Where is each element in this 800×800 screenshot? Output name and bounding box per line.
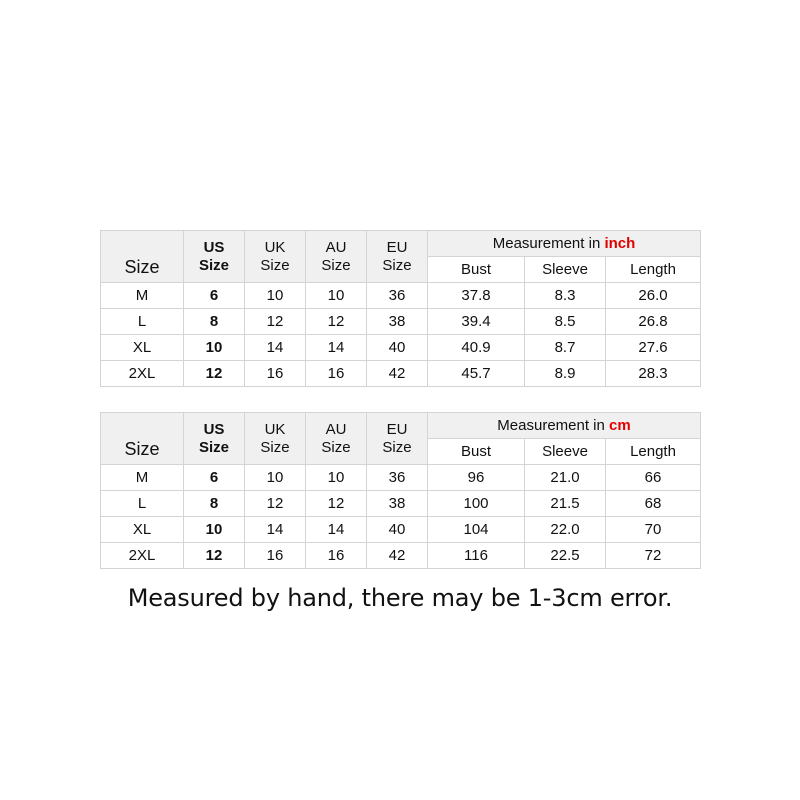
uk-cell: 14 [245,335,306,361]
size-cell: L [101,309,184,335]
length-header: Length [606,439,701,465]
us-cell: 10 [184,517,245,543]
unit-label: inch [604,234,636,252]
length-cell: 26.8 [606,309,701,335]
length-cell: 26.0 [606,283,701,309]
size-cell: XL [101,335,184,361]
bust-cell: 37.8 [428,283,525,309]
sleeve-cell: 22.5 [525,543,606,569]
us-size-header: US Size [184,413,245,465]
sleeve-header: Sleeve [525,257,606,283]
table-row [101,465,701,491]
bust-cell: 45.7 [428,361,525,387]
sleeve-cell: 22.0 [525,517,606,543]
eu-cell: 38 [367,309,428,335]
table-row [101,309,701,335]
us-size-header: US Size [184,231,245,283]
uk-size-header: UK Size [245,231,306,283]
sleeve-cell: 8.3 [525,283,606,309]
measurement-header: Measurement in cm [428,413,701,439]
measurement-header: Measurement in inch [428,231,701,257]
au-cell: 10 [306,283,367,309]
length-cell: 72 [606,543,701,569]
eu-cell: 38 [367,491,428,517]
length-header: Length [606,257,701,283]
sleeve-cell: 21.0 [525,465,606,491]
uk-cell: 10 [245,465,306,491]
eu-cell: 36 [367,283,428,309]
bust-cell: 40.9 [428,335,525,361]
sleeve-cell: 8.9 [525,361,606,387]
sleeve-cell: 21.5 [525,491,606,517]
bust-cell: 100 [428,491,525,517]
bust-cell: 104 [428,517,525,543]
us-cell: 6 [184,283,245,309]
au-cell: 12 [306,309,367,335]
eu-size-header: EU Size [367,231,428,283]
measurement-note: Measured by hand, there may be 1-3cm error. [127,584,673,612]
uk-cell: 12 [245,491,306,517]
us-cell: 8 [184,309,245,335]
size-cell: 2XL [101,543,184,569]
table-row [101,361,701,387]
us-cell: 12 [184,543,245,569]
bust-cell: 96 [428,465,525,491]
bust-header: Bust [428,257,525,283]
table-row [101,491,701,517]
uk-cell: 12 [245,309,306,335]
length-cell: 28.3 [606,361,701,387]
au-cell: 16 [306,361,367,387]
size-cell: L [101,491,184,517]
us-cell: 8 [184,491,245,517]
us-cell: 12 [184,361,245,387]
au-cell: 12 [306,491,367,517]
bust-header: Bust [428,439,525,465]
size-chart-cm [100,412,701,569]
eu-cell: 40 [367,517,428,543]
bust-cell: 39.4 [428,309,525,335]
table-row [101,517,701,543]
eu-size-header: EU Size [367,413,428,465]
uk-size-header: UK Size [245,413,306,465]
eu-cell: 42 [367,361,428,387]
size-header: Size [101,413,184,465]
bust-cell: 116 [428,543,525,569]
us-cell: 10 [184,335,245,361]
uk-cell: 10 [245,283,306,309]
size-cell: XL [101,517,184,543]
au-cell: 14 [306,517,367,543]
length-cell: 70 [606,517,701,543]
table-row [101,335,701,361]
table-row [101,283,701,309]
sleeve-cell: 8.7 [525,335,606,361]
table-row [101,543,701,569]
eu-cell: 36 [367,465,428,491]
size-cell: M [101,283,184,309]
uk-cell: 16 [245,361,306,387]
size-header: Size [101,231,184,283]
au-cell: 16 [306,543,367,569]
au-cell: 14 [306,335,367,361]
au-size-header: AU Size [306,413,367,465]
size-cell: M [101,465,184,491]
sleeve-header: Sleeve [525,439,606,465]
length-cell: 66 [606,465,701,491]
unit-label: cm [609,416,631,434]
uk-cell: 16 [245,543,306,569]
uk-cell: 14 [245,517,306,543]
size-cell: 2XL [101,361,184,387]
sleeve-cell: 8.5 [525,309,606,335]
au-size-header: AU Size [306,231,367,283]
length-cell: 68 [606,491,701,517]
length-cell: 27.6 [606,335,701,361]
us-cell: 6 [184,465,245,491]
au-cell: 10 [306,465,367,491]
size-chart-inch [100,230,701,387]
eu-cell: 40 [367,335,428,361]
eu-cell: 42 [367,543,428,569]
